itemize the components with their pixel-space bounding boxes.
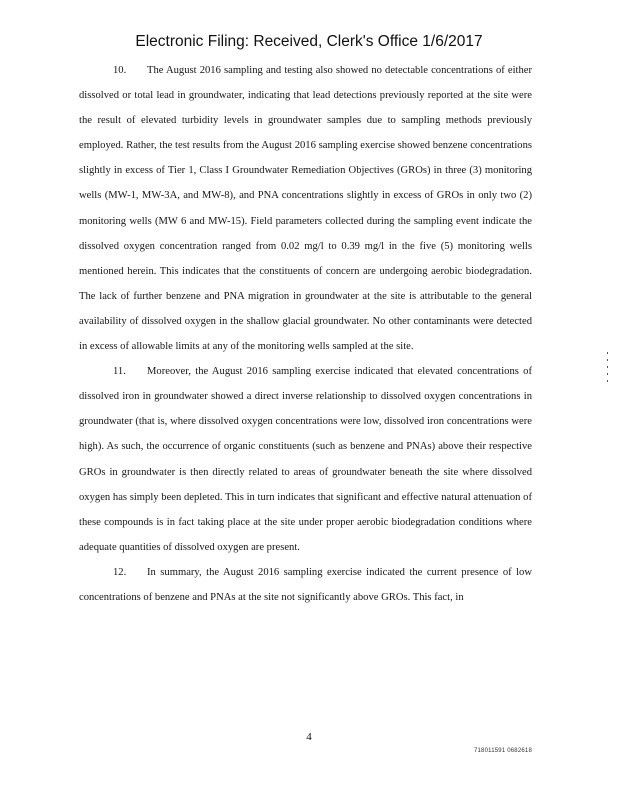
paragraph-text: Moreover, the August 2016 sampling exercise indicated that elevated concentrations of dissolved iron in groundwater showed a direct inverse relationship to dissolved oxygen concentrations in groundwater (that is, where dissolved oxygen concentrations were low, dissolved iron concentrations were high). As such, the occurrence of organic constituents (such as benzene and PNAs) above their respective GROs in groundwater is then directly related to areas of groundwater beneath the site where dissolved oxygen has simply been depleted. This in turn indicates that significant and effective natural attenuation of these compounds is in fact taking place at the site under proper aerobic biodegradation conditions where adequate quantities of dissolved oxygen are present. — [79, 366, 532, 553]
document-body — [79, 58, 532, 610]
filing-header: Electronic Filing: Received, Clerk's Office 1/6/2017 — [135, 33, 483, 50]
paragraph-number: 10. — [113, 65, 127, 76]
paragraph-number: 12. — [113, 566, 127, 578]
paragraph-11 — [79, 359, 532, 560]
paragraph-number: 11. — [113, 366, 126, 378]
paragraph-text: In summary, the August 2016 sampling exercise indicated the current presence of low concentrations of benzene and PNAs at the site not significantly above GROs. This fact, in — [79, 566, 532, 603]
paragraph-12 — [79, 560, 532, 610]
margin-scan-marks — [607, 352, 610, 392]
paragraph-text: The August 2016 sampling and testing also showed no detectable concentrations of either dissolved or total lead in groundwater, indicating that lead detections previously reported at the site were the result of elevated turbidity levels in groundwater samples due to sampling methods previously employed. Rather, the test results from the August 2016 sampling exercise showed benzene concentrations slightly in excess of Tier 1, Class I Groundwater Remediation Objectives (GROs) in three (3) monitoring wells (MW-1, MW-3A, and MW-8), and PNA concentrations slightly in excess of GROs in only two (2) monitoring wells (MW 6 and MW-15). Field parameters collected during the sampling event indicate the dissolved oxygen concentration ranged from 0.02 mg/l to 0.39 mg/l in the five (5) monitoring wells mentioned herein. This indicates that the constituents of concern are undergoing aerobic biodegradation. The lack of further benzene and PNA migration in groundwater at the site is attributable to the general availability of dissolved oxygen in the shallow glacial groundwater. No other contaminants were detected in excess of allowable limits at any of the monitoring wells sampled at the site. — [79, 65, 532, 353]
paragraph-10 — [79, 58, 532, 359]
page-number: 4 — [306, 731, 312, 743]
document-id: 718011591 0682618 — [473, 748, 532, 754]
